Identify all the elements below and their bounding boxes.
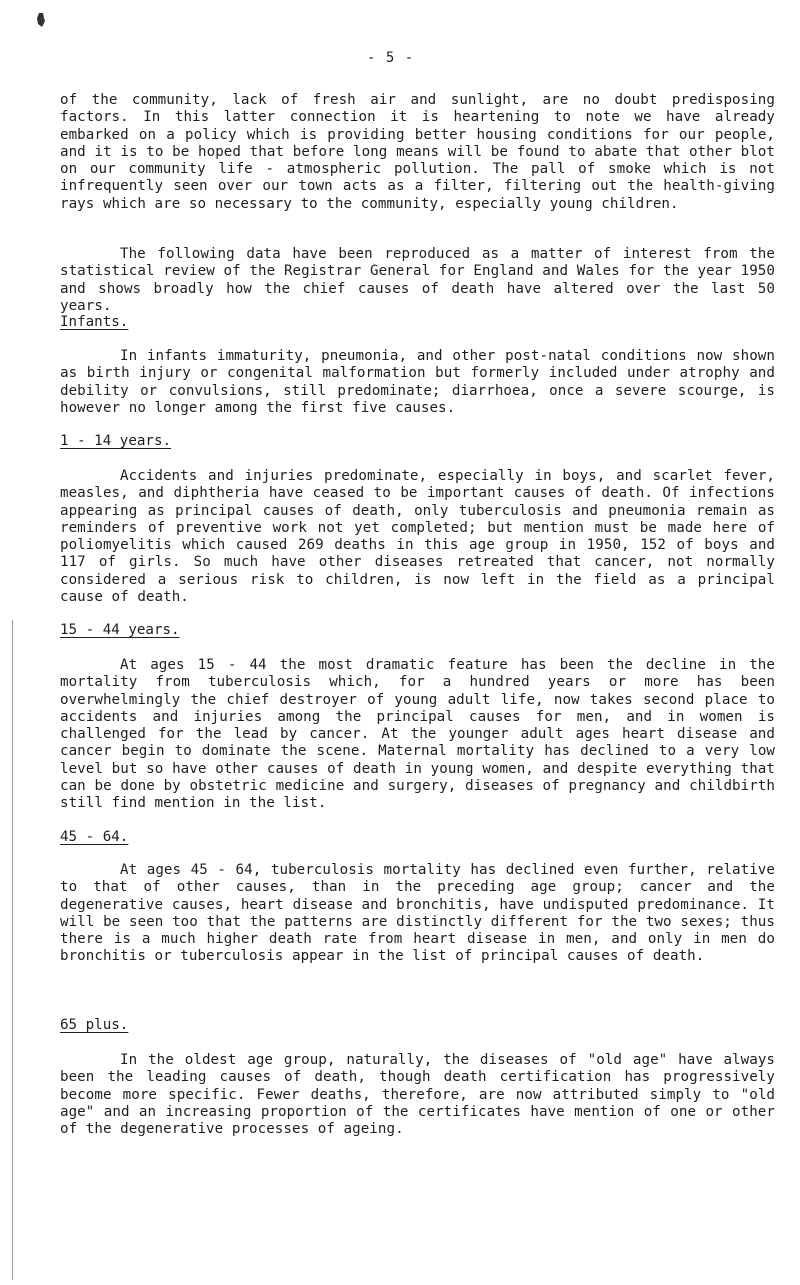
ink-mark-icon	[36, 12, 46, 28]
infants-paragraph: In infants immaturity, pneumonia, and other post-natal conditions now shown as birth injury or congenital malformation but formerly included under atrophy and debility or convulsions, still predominate; diarrhoea, once a severe scourge, is however no longer among the first five causes.	[60, 348, 775, 416]
heading-1-14-years: 1 - 14 years.	[60, 433, 172, 449]
scan-edge-line	[12, 620, 13, 1280]
age-45-64-paragraph: At ages 45 - 64, tuberculosis mortality has declined even further, relative to that of other causes, than in the preceding age group; cancer and the degenerative causes, heart disease and bronchitis, have undisputed predominance. It will be seen too that the patterns are distinctly different for the two sexes; thus there is a much higher death rate from heart disease in men, and only in men do bronchitis or tuberculosis appear in the list of principal causes of death.	[60, 862, 775, 965]
heading-65-plus: 65 plus.	[60, 1017, 129, 1033]
intro-paragraph: of the community, lack of fresh air and sunlight, are no doubt predisposing factors. In this latter connection it is heartening to note we have already embarked on a policy which is providing better housing conditions for our people, and it is to be hoped that before long means will be found to abate that other blot on our community life - atmospheric pollution. The pall of smoke which is not infrequently seen over our town acts as a filter, filtering out the health-giving rays which are so necessary to the community, especially young children.	[60, 92, 775, 212]
heading-infants: Infants.	[60, 314, 129, 330]
heading-45-64: 45 - 64.	[60, 829, 129, 845]
age-65-plus-paragraph: In the oldest age group, naturally, the diseases of "old age" have always been the leading causes of death, though death certification has progressively become more specific. Fewer deaths, therefore, are now attributed simply to "old age" and an increasing proportion of the certificates have mention of one or other of the degenerative processes of ageing.	[60, 1052, 775, 1138]
age-15-44-paragraph: At ages 15 - 44 the most dramatic feature has been the decline in the mortality from tuberculosis which, for a hundred years or more has been overwhelmingly the chief destroyer of young adult life, now takes second place to accidents and injuries among the principal causes for men, and in women is challenged for the lead by cancer. At the younger adult ages heart disease and cancer begin to dominate the scene. Maternal mortality has declined to a very low level but so have other causes of death in young women, and despite everything that can be done by obstetric medicine and surgery, diseases of pregnancy and childbirth still find mention in the list.	[60, 657, 775, 812]
heading-15-44-years: 15 - 44 years.	[60, 622, 180, 638]
data-note-paragraph: The following data have been reproduced as a matter of interest from the statistical review of the Registrar General for England and Wales for the year 1950 and shows broadly how the chief causes of death have altered over the last 50 years.	[60, 246, 775, 314]
age-1-14-paragraph: Accidents and injuries predominate, especially in boys, and scarlet fever, measles, and diphtheria have ceased to be important causes of death. Of infections appearing as principal causes of death, only tuberculosis and pneumonia remain as reminders of preventive work not yet completed; but mention must be made here of poliomyelitis which caused 269 deaths in this age group in 1950, 152 of boys and 117 of girls. So much have other diseases retreated that cancer, not normally considered a serious risk to children, is now left in the field as a principal cause of death.	[60, 468, 775, 606]
page-number: - 5 -	[367, 50, 415, 66]
